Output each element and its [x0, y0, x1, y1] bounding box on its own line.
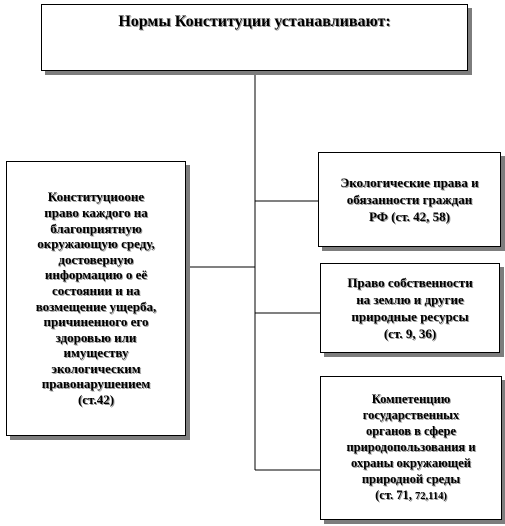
- state-competence-text: [346, 391, 475, 505]
- property-right-box: [320, 263, 500, 353]
- property-right-text: Право собственности на землю и другие природные ресурсы (ст. 9, 36): [347, 275, 473, 341]
- constitutional-right-text: Конституциооне право каждого на благоприятную окружающую среду, достоверную информацию о её состоянии и на возмещение ущерба, причиненного его здоровью или имуществу экологическим правонарушением (ст.42): [35, 189, 157, 408]
- constitutional-right-box: [6, 161, 186, 436]
- state-competence-box: [320, 376, 502, 520]
- state-competence-main: Компетенцию государственных органов в сфере природопользования и охраны окружающей природной среды (ст. 71,: [346, 392, 476, 502]
- ecological-rights-text: Экологические права и обязанности граждан РФ (ст. 42, 58): [340, 175, 479, 224]
- title-box: [41, 4, 468, 71]
- title-text: Нормы Конституции устанавливают:: [118, 13, 391, 30]
- state-competence-articles-small: 72,114): [415, 491, 447, 502]
- ecological-rights-box: [318, 152, 501, 247]
